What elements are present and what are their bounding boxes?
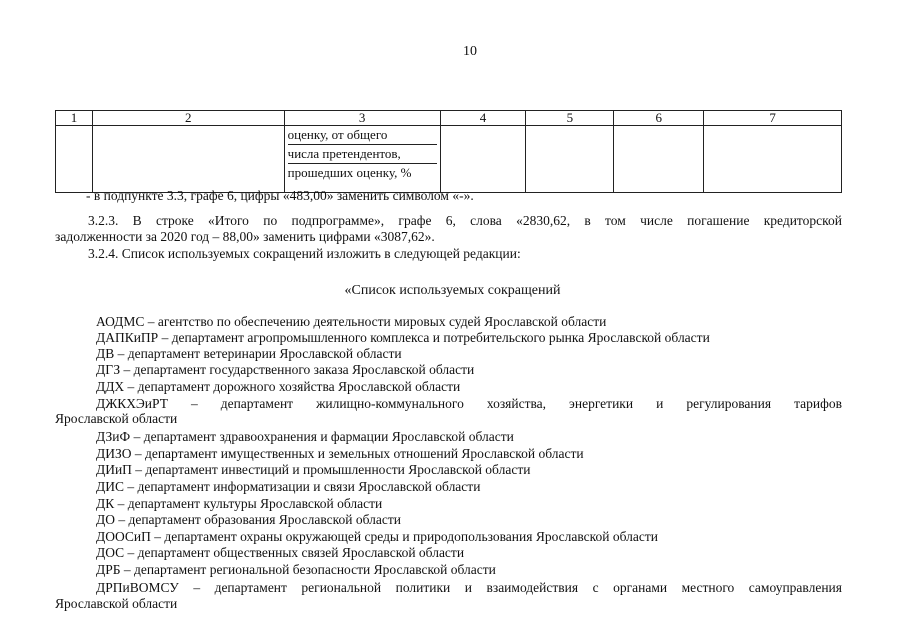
abbreviation-item-continuation: Ярославской области (55, 411, 178, 426)
list-title: «Список используемых сокращений (344, 283, 561, 298)
column-number-6: 6 (614, 111, 704, 126)
abbreviation-item: ДИиП – департамент инвестиций и промышленности Ярославской области (96, 462, 531, 477)
abbreviation-item: ДРПиВОМСУ – департамент региональной политики и взаимодействия с органами местного самоуправления (96, 580, 842, 595)
abbreviation-item: ДДХ – департамент дорожного хозяйства Ярославской области (96, 379, 461, 394)
table-cell (440, 126, 526, 193)
column-number-4: 4 (440, 111, 526, 126)
abbreviation-item-continuation: Ярославской области (55, 596, 178, 611)
abbreviation-item: АОДМС – агентство по обеспечению деятельности мировых судей Ярославской области (96, 314, 607, 329)
paragraph-3-2-3-line1: 3.2.3. В строке «Итого по подпрограмме», графе 6, слова «2830,62, в том числе погашение кредиторской (88, 213, 842, 228)
abbreviation-item: ДАПКиПР – департамент агропромышленного комплекса и потребительского рынка Ярославской области (96, 330, 710, 345)
paragraph-item-3-3: - в подпункте 3.3, графе 6, цифры «483,00» заменить символом «-». (86, 188, 474, 203)
abbreviation-item: ДИС – департамент информатизации и связи Ярославской области (96, 479, 481, 494)
column-number-5: 5 (526, 111, 614, 126)
table-cell-col3 (284, 126, 440, 193)
paragraph-3-2-4: 3.2.4. Список используемых сокращений изложить в следующей редакции: (88, 246, 521, 261)
column-number-3: 3 (284, 111, 440, 126)
abbreviation-item: ДО – департамент образования Ярославской области (96, 512, 401, 527)
table-cell (56, 126, 93, 193)
cell-text-line: прошедших оценку, % (287, 165, 412, 180)
table-row (56, 126, 842, 193)
table-cell (614, 126, 704, 193)
column-number-7: 7 (704, 111, 842, 126)
abbreviation-item: ДГЗ – департамент государственного заказа Ярославской области (96, 362, 475, 377)
cell-text-line: оценку, от общего (288, 126, 437, 145)
column-number-1: 1 (56, 111, 93, 126)
abbreviation-item: ДЖКХЭиРТ – департамент жилищно-коммунального хозяйства, энергетики и регулирования тарифов (96, 396, 842, 411)
page-number: 10 (463, 44, 477, 59)
table-header-row (56, 111, 842, 126)
table-cell (704, 126, 842, 193)
table-cell (526, 126, 614, 193)
table-fragment (55, 110, 842, 193)
abbreviation-item: ДИЗО – департамент имущественных и земельных отношений Ярославской области (96, 446, 584, 461)
cell-text-line: числа претендентов, (288, 145, 437, 164)
abbreviation-item: ДВ – департамент ветеринарии Ярославской области (96, 346, 402, 361)
abbreviation-item: ДРБ – департамент региональной безопасности Ярославской области (96, 562, 496, 577)
abbreviation-item: ДЗиФ – департамент здравоохранения и фармации Ярославской области (96, 429, 514, 444)
column-number-2: 2 (92, 111, 284, 126)
paragraph-3-2-3-line2: задолженности за 2020 год – 88,00» заменить цифрами «3087,62». (55, 229, 435, 244)
table-cell (92, 126, 284, 193)
abbreviation-item: ДК – департамент культуры Ярославской области (96, 496, 383, 511)
abbreviation-item: ДОС – департамент общественных связей Ярославской области (96, 545, 465, 560)
abbreviation-item: ДООСиП – департамент охраны окружающей среды и природопользования Ярославской области (96, 529, 659, 544)
